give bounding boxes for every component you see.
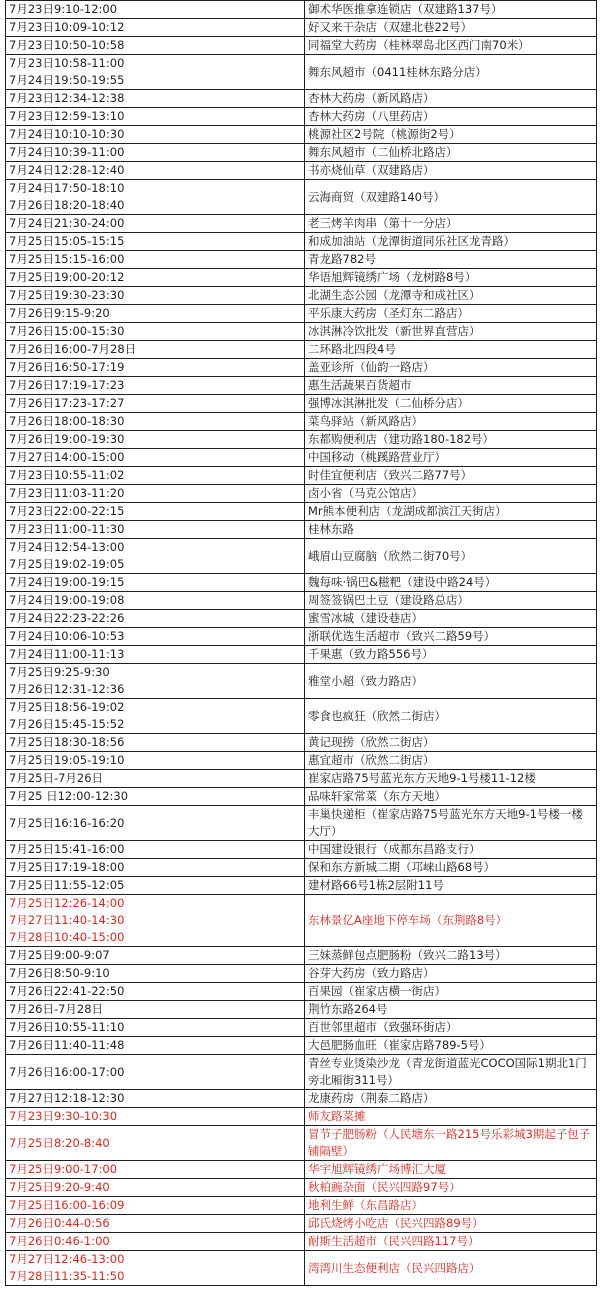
table-row <box>6 1090 597 1108</box>
time-cell <box>6 19 305 37</box>
table-row <box>6 806 597 841</box>
time-range: 7月25日9:00-9:07 <box>9 948 110 962</box>
location-cell: 周签签锅巴土豆（建设路总店） <box>305 592 597 610</box>
time-cell <box>6 1233 305 1251</box>
time-cell <box>6 305 305 323</box>
location-cell: 浙联优选生活超市（致兴二路59号） <box>305 628 597 646</box>
time-cell <box>6 1126 305 1161</box>
time-range: 7月25日15:15-16:00 <box>9 252 125 266</box>
time-cell <box>6 610 305 628</box>
time-range: 7月26日-7月28日 <box>9 1002 104 1016</box>
time-cell <box>6 628 305 646</box>
location-cell: 丰巢快递柜（崔家店路75号蓝光东方天地9-1号楼一楼大厅） <box>305 806 597 841</box>
location-cell: 青龙路782号 <box>305 251 597 269</box>
time-range: 7月25日16:16-16:20 <box>9 815 125 830</box>
time-cell <box>6 431 305 449</box>
table-row <box>6 180 597 215</box>
table-row <box>6 90 597 108</box>
time-cell <box>6 1197 305 1215</box>
location-cell: 品味轩家常菜（东方天地） <box>305 788 597 806</box>
time-cell <box>6 144 305 162</box>
time-range: 7月26日0:44-0:56 <box>9 1216 110 1230</box>
table-row <box>6 37 597 55</box>
time-cell <box>6 1019 305 1037</box>
table-row <box>6 699 597 734</box>
time-cell <box>6 233 305 251</box>
time-range: 7月26日16:00-7月28日 <box>9 342 137 356</box>
location-cell: 盖亚诊所（仙韵一路店） <box>305 359 597 377</box>
time-cell <box>6 841 305 859</box>
time-cell <box>6 539 305 574</box>
location-cell: 云海商贸（双建路140号） <box>305 180 597 215</box>
table-row <box>6 55 597 90</box>
location-cell: 保和东方新城二期（邛崃山路68号） <box>305 859 597 877</box>
time-cell <box>6 126 305 144</box>
time-cell <box>6 521 305 539</box>
location-cell: 好又来干杂店（双建北巷22号） <box>305 19 597 37</box>
table-row <box>6 19 597 37</box>
time-range: 7月26日17:23-17:27 <box>9 396 125 410</box>
time-cell <box>6 413 305 431</box>
table-row <box>6 162 597 180</box>
time-range: 7月24日19:00-19:08 <box>9 593 125 607</box>
table-row <box>6 877 597 895</box>
time-cell <box>6 449 305 467</box>
table-row <box>6 144 597 162</box>
table-row <box>6 1 597 19</box>
time-range: 7月25日17:19-18:00 <box>9 860 125 874</box>
location-cell: 峨眉山豆腐脑（欣然二街70号） <box>305 539 597 574</box>
table-row <box>6 126 597 144</box>
time-cell <box>6 37 305 55</box>
table-row <box>6 377 597 395</box>
time-range: 7月27日11:40-14:30 <box>9 913 125 927</box>
time-range: 7月24日19:50-19:55 <box>9 73 125 87</box>
time-range: 7月23日11:00-11:30 <box>9 522 125 536</box>
time-range: 7月26日0:46-1:00 <box>9 1234 110 1248</box>
location-cell: 华语旭辉镜绣广场（龙树路8号） <box>305 269 597 287</box>
time-range: 7月26日11:40-11:48 <box>9 1038 125 1052</box>
time-cell <box>6 947 305 965</box>
time-range: 7月25日8:20-8:40 <box>9 1135 110 1150</box>
time-cell <box>6 1251 305 1286</box>
table-row <box>6 1126 597 1161</box>
location-cell: 杏林大药房（新风路店） <box>305 90 597 108</box>
time-range: 7月26日17:19-17:23 <box>9 378 125 392</box>
time-range: 7月23日10:09-10:12 <box>9 20 125 34</box>
time-cell <box>6 734 305 752</box>
time-range: 7月25日9:25-9:30 <box>9 665 110 679</box>
table-row <box>6 1001 597 1019</box>
location-cell: 北湖生态公园（龙潭寺和成社区） <box>305 287 597 305</box>
time-cell <box>6 752 305 770</box>
location-cell: 强博冰淇淋批发（二仙桥分店） <box>305 395 597 413</box>
location-cell: 卤小省（马克公馆店） <box>305 485 597 503</box>
table-row <box>6 449 597 467</box>
time-cell <box>6 108 305 126</box>
time-range: 7月28日10:40-15:00 <box>9 930 125 944</box>
time-cell <box>6 1 305 19</box>
time-range: 7月24日19:00-19:15 <box>9 575 125 589</box>
location-cell: 菜鸟驿站（新风路店） <box>305 413 597 431</box>
time-range: 7月26日9:15-9:20 <box>9 306 110 320</box>
location-cell: 御术华医推拿连锁店（双建路137号） <box>305 1 597 19</box>
table-row <box>6 1037 597 1055</box>
time-range: 7月26日18:20-18:40 <box>9 198 125 212</box>
time-range: 7月25日15:05-15:15 <box>9 234 125 248</box>
time-cell <box>6 983 305 1001</box>
time-cell <box>6 1108 305 1126</box>
time-range: 7月23日9:10-12:00 <box>9 2 118 16</box>
time-cell <box>6 215 305 233</box>
table-row <box>6 287 597 305</box>
time-cell <box>6 646 305 664</box>
time-range: 7月27日12:46-13:00 <box>9 1252 125 1266</box>
time-cell <box>6 269 305 287</box>
table-row <box>6 485 597 503</box>
location-cell: 中国移动（桃蹊路营业厅） <box>305 449 597 467</box>
table-row <box>6 592 597 610</box>
time-range: 7月28日11:35-11:50 <box>9 1269 125 1283</box>
time-range: 7月25日18:30-18:56 <box>9 735 125 749</box>
table-row <box>6 947 597 965</box>
time-cell <box>6 162 305 180</box>
time-cell <box>6 664 305 699</box>
time-range: 7月25日11:55-12:05 <box>9 878 125 892</box>
location-cell: 耐斯生活超市（民兴四路117号） <box>305 1233 597 1251</box>
time-range: 7月26日18:00-18:30 <box>9 414 125 428</box>
location-cell: 魏每味·锅巴&糍粑（建设中路24号） <box>305 574 597 592</box>
location-cell: 师友路菜摊 <box>305 1108 597 1126</box>
location-cell: 华宇旭辉镜绣广场博汇大厦 <box>305 1161 597 1179</box>
time-range: 7月25日19:00-20:12 <box>9 270 125 284</box>
time-cell <box>6 1161 305 1179</box>
table-row <box>6 752 597 770</box>
table-row <box>6 788 597 806</box>
table-row <box>6 1251 597 1286</box>
table-row <box>6 770 597 788</box>
time-cell <box>6 251 305 269</box>
location-cell: 雅堂小超（致力路店） <box>305 664 597 699</box>
location-cell: 百果园（崔家店横一街店） <box>305 983 597 1001</box>
time-range: 7月26日15:00-15:30 <box>9 324 125 338</box>
time-cell <box>6 877 305 895</box>
table-row <box>6 395 597 413</box>
location-cell: 冰淇淋冷饮批发（新世界直营店） <box>305 323 597 341</box>
location-cell: 建材路66号1栋2层附11号 <box>305 877 597 895</box>
location-cell: 荆竹东路264号 <box>305 1001 597 1019</box>
time-range: 7月25日-7月26日 <box>9 771 104 785</box>
location-cell: 舞东风超市（0411桂林东路分店） <box>305 55 597 90</box>
location-cell: 惠宜超市（欣然二街店） <box>305 752 597 770</box>
location-cell: 时佳宜便利店（致兴二路77号） <box>305 467 597 485</box>
time-cell <box>6 770 305 788</box>
time-range: 7月23日10:50-10:58 <box>9 38 125 52</box>
table-row <box>6 1055 597 1090</box>
location-cell: 平乐康大药房（圣灯东二路店） <box>305 305 597 323</box>
location-cell: 舞东风超市（二仙桥北路店） <box>305 144 597 162</box>
time-cell <box>6 1001 305 1019</box>
time-range: 7月24日11:00-11:13 <box>9 647 125 661</box>
time-range: 7月23日12:59-13:10 <box>9 109 125 123</box>
location-cell: 龙康药房（荆泰二路店） <box>305 1090 597 1108</box>
time-range: 7月26日22:41-22:50 <box>9 984 125 998</box>
time-range: 7月24日12:28-12:40 <box>9 163 125 177</box>
time-cell <box>6 788 305 806</box>
location-cell: 地利生鲜（东昌路店） <box>305 1197 597 1215</box>
location-cell: 和成加油站（龙潭街道同乐社区龙青路） <box>305 233 597 251</box>
table-row <box>6 305 597 323</box>
time-range: 7月23日10:58-11:00 <box>9 56 125 70</box>
table-row <box>6 269 597 287</box>
location-cell: 冒节子肥肠粉（人民塘东一路215号乐彩城3期起子包子铺隔壁） <box>305 1126 597 1161</box>
table-row <box>6 1179 597 1197</box>
table-row <box>6 664 597 699</box>
location-cell: 杏林大药房（八里药店） <box>305 108 597 126</box>
time-range: 7月26日15:45-15:52 <box>9 717 125 731</box>
time-range: 7月25日19:02-19:05 <box>9 557 125 571</box>
time-cell <box>6 1037 305 1055</box>
time-range: 7月25日16:00-16:09 <box>9 1198 125 1212</box>
table-row <box>6 251 597 269</box>
time-range: 7月26日10:55-11:10 <box>9 1020 125 1034</box>
table-row <box>6 215 597 233</box>
location-cell: 桂林东路 <box>305 521 597 539</box>
location-cell: 崔家店路75号蓝光东方天地9-1号楼11-12楼 <box>305 770 597 788</box>
table-row <box>6 965 597 983</box>
table-row <box>6 610 597 628</box>
time-cell <box>6 895 305 947</box>
time-cell <box>6 485 305 503</box>
time-cell <box>6 1090 305 1108</box>
location-cell: 中国建设银行（成都东昌路支行） <box>305 841 597 859</box>
table-row <box>6 895 597 947</box>
location-cell: 青丝专业烫染沙龙（青龙街道蓝光COCO国际1期北1门旁北厢街311号） <box>305 1055 597 1090</box>
table-row <box>6 1233 597 1251</box>
table-row <box>6 646 597 664</box>
time-cell <box>6 1179 305 1197</box>
location-cell: 二环路北四段4号 <box>305 341 597 359</box>
location-cell: 东都购便利店（建功路180-182号） <box>305 431 597 449</box>
time-range: 7月24日22:23-22:26 <box>9 611 125 625</box>
time-cell <box>6 180 305 215</box>
time-range: 7月24日12:54-13:00 <box>9 540 125 554</box>
location-cell: 惠生活蔬果百货超市 <box>305 377 597 395</box>
table-row <box>6 467 597 485</box>
time-range: 7月25日19:30-23:30 <box>9 288 125 302</box>
time-range: 7月23日10:55-11:02 <box>9 468 125 482</box>
table-row <box>6 341 597 359</box>
table-body <box>6 1 597 1286</box>
time-range: 7月27日14:00-15:00 <box>9 450 125 464</box>
time-range: 7月26日16:50-17:19 <box>9 360 125 374</box>
time-cell <box>6 1215 305 1233</box>
location-cell: 百世邻里超市（致强环街店） <box>305 1019 597 1037</box>
time-cell <box>6 395 305 413</box>
time-cell <box>6 699 305 734</box>
table-row <box>6 841 597 859</box>
time-range: 7月26日12:31-12:36 <box>9 682 125 696</box>
location-cell: 三妹蒸鲜包点肥肠粉（致兴二路13号） <box>305 947 597 965</box>
time-range: 7月25日15:41-16:00 <box>9 842 125 856</box>
table-row <box>6 1108 597 1126</box>
table-row <box>6 734 597 752</box>
location-cell: 湾湾川生态便利店（民兴四路店） <box>305 1251 597 1286</box>
location-cell: Mr熊本便利店（龙湖成都滨江天街店） <box>305 503 597 521</box>
location-cell: 蜜雪冰城（建设巷店） <box>305 610 597 628</box>
table-row <box>6 503 597 521</box>
table-row <box>6 1197 597 1215</box>
time-range: 7月24日10:06-10:53 <box>9 629 125 643</box>
table-row <box>6 539 597 574</box>
table-row <box>6 431 597 449</box>
location-cell: 桃源社区2号院（桃源街2号） <box>305 126 597 144</box>
time-range: 7月24日21:30-24:00 <box>9 216 125 230</box>
time-cell <box>6 806 305 841</box>
exposure-location-table <box>5 0 597 1286</box>
time-range: 7月23日9:30-10:30 <box>9 1109 118 1123</box>
table-row <box>6 108 597 126</box>
location-cell: 邱氏烧烤小吃店（民兴四路89号） <box>305 1215 597 1233</box>
location-cell: 零食也疯狂（欣然二街店） <box>305 699 597 734</box>
location-cell: 谷芽大药房（致力路店） <box>305 965 597 983</box>
location-cell: 千果惠（致力路556号） <box>305 646 597 664</box>
table-row <box>6 859 597 877</box>
table-row <box>6 323 597 341</box>
location-cell: 秋柏豌杂面（民兴四路97号） <box>305 1179 597 1197</box>
table-row <box>6 1215 597 1233</box>
time-range: 7月24日10:39-11:00 <box>9 145 125 159</box>
time-range: 7月27日12:18-12:30 <box>9 1091 125 1105</box>
location-cell: 大邑肥肠血旺（崔家店路789-5号） <box>305 1037 597 1055</box>
time-range: 7月23日22:00-22:15 <box>9 504 125 518</box>
time-cell <box>6 965 305 983</box>
time-range: 7月25日19:05-19:10 <box>9 753 125 767</box>
time-cell <box>6 323 305 341</box>
time-range: 7月25日18:56-19:02 <box>9 700 125 714</box>
time-cell <box>6 359 305 377</box>
location-cell: 书亦烧仙草（双建路店） <box>305 162 597 180</box>
time-range: 7月25日9:00-17:00 <box>9 1162 118 1176</box>
time-cell <box>6 90 305 108</box>
time-range: 7月23日12:34-12:38 <box>9 91 125 105</box>
time-cell <box>6 377 305 395</box>
location-cell: 东林景亿A座地下停车场（东荆路8号） <box>305 895 597 947</box>
table-row <box>6 1019 597 1037</box>
table-row <box>6 521 597 539</box>
table-row <box>6 983 597 1001</box>
time-range: 7月25日12:26-14:00 <box>9 896 125 910</box>
time-range: 7月26日8:50-9:10 <box>9 966 110 980</box>
time-range: 7月24日17:50-18:10 <box>9 181 125 195</box>
time-cell <box>6 1055 305 1090</box>
table-row <box>6 628 597 646</box>
time-cell <box>6 859 305 877</box>
time-cell <box>6 467 305 485</box>
table-row <box>6 233 597 251</box>
location-cell: 同福堂大药房（桂林翠岛北区西门南70米） <box>305 37 597 55</box>
table-row <box>6 359 597 377</box>
time-range: 7月24日10:10-10:30 <box>9 127 125 141</box>
table-row <box>6 574 597 592</box>
time-range: 7月23日11:03-11:20 <box>9 486 125 500</box>
time-range: 7月25 日12:00-12:30 <box>9 789 129 803</box>
time-range: 7月26日19:00-19:30 <box>9 432 125 446</box>
time-cell <box>6 574 305 592</box>
time-cell <box>6 592 305 610</box>
time-cell <box>6 287 305 305</box>
table-row <box>6 1161 597 1179</box>
location-cell: 黄记现捞（欣然二街店） <box>305 734 597 752</box>
time-range: 7月26日16:00-17:00 <box>9 1064 125 1079</box>
time-cell <box>6 55 305 90</box>
table-row <box>6 413 597 431</box>
time-cell <box>6 503 305 521</box>
location-cell: 老三烤羊肉串（第十一分店） <box>305 215 597 233</box>
time-cell <box>6 341 305 359</box>
time-range: 7月25日9:20-9:40 <box>9 1180 110 1194</box>
